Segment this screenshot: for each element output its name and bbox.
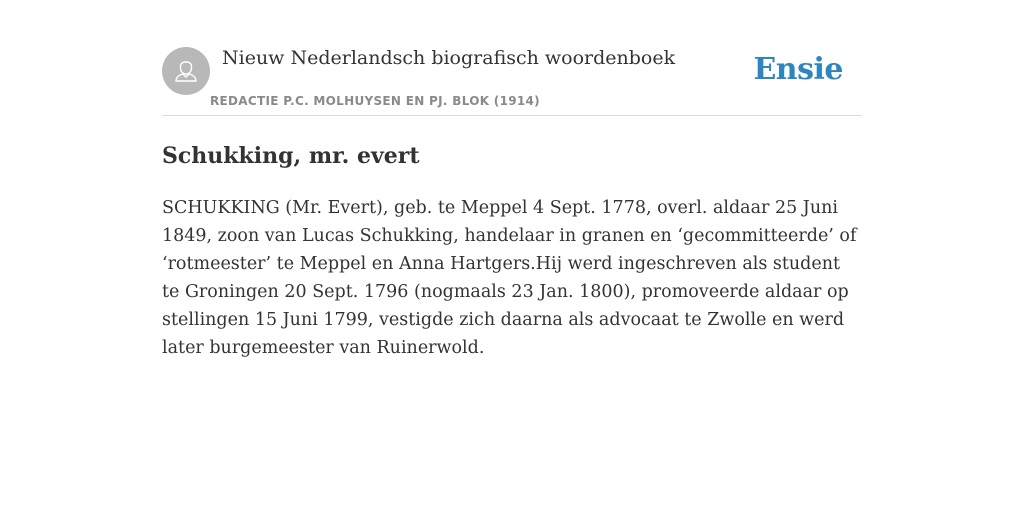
entry-body: SCHUKKING (Mr. Evert), geb. te Meppel 4 Sept. 1778, overl. aldaar 25 Juni 1849, zoon van Lucas Schukking, handelaar in granen en ‘gecommitteerde’ of ‘rotmeester’ te Meppel en Anna Hartgers.Hij werd ingeschreven als student te Groningen 20 Sept. 1796 (nogmaals 23 Jan. 1800), promoveerde aldaar op stellingen 15 Juni 1799, vestigde zich daarna als advocaat te Zwolle en werd later burgemeester van Ruinerwold. [162, 198, 857, 358]
entry-title: Schukking, mr. evert [162, 143, 420, 169]
brand-logo[interactable]: Ensie [753, 52, 843, 87]
user-placeholder-icon [171, 54, 201, 89]
page [162, 0, 862, 362]
book-title[interactable]: Nieuw Nederlandsch biografisch woordenboek [222, 47, 676, 69]
book-editors: REDACTIE P.C. MOLHUYSEN EN PJ. BLOK (1914) [210, 94, 540, 108]
avatar[interactable] [162, 47, 210, 95]
source-header [162, 46, 862, 116]
